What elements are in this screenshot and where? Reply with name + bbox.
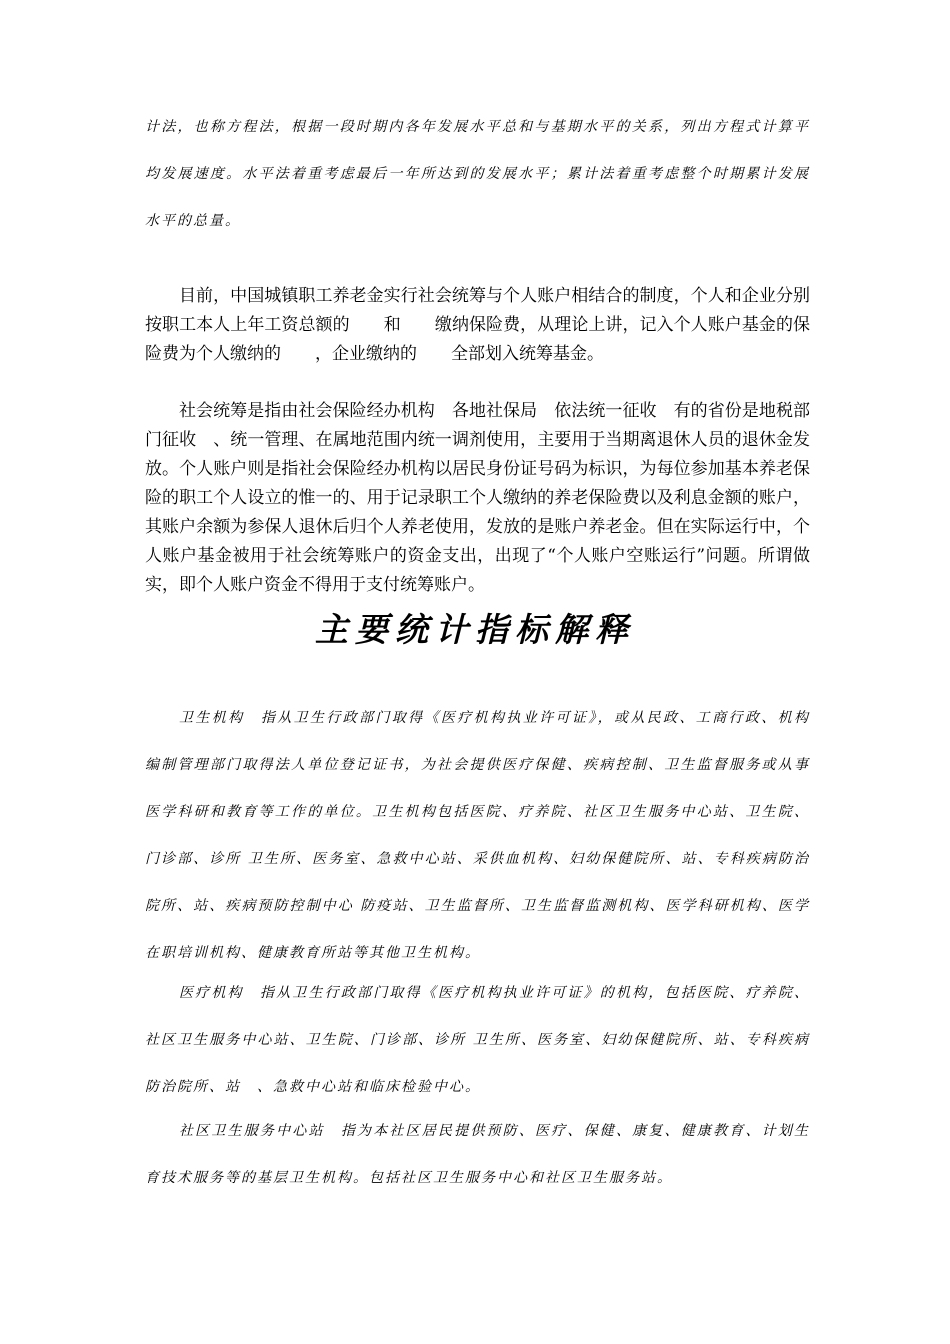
definition-medical-institution: 医疗机构 指从卫生行政部门取得《医疗机构执业许可证》的机构，包括医院、疗养院、社区卫生服务中心站、卫生院、门诊部、诊所 卫生所、医务室、妇幼保健院所、站、专科疾病防治院所、站 、急救中心站和临床检验中心。 xyxy=(145,985,810,1095)
definition-community-health-center: 社区卫生服务中心站 指为本社区居民提供预防、医疗、保健、康复、健康教育、计划生育技术服务等的基层卫生机构。包括社区卫生服务中心和社区卫生服务站。 xyxy=(145,1123,810,1186)
intro-paragraph: 计法，也称方程法，根据一段时期内各年发展水平总和与基期水平的关系，列出方程式计算平均发展速度。水平法着重考虑最后一年所达到的发展水平；累计法着重考虑整个时期累计发展水平的总量。 xyxy=(145,119,810,229)
definition-health-institution: 卫生机构 指从卫生行政部门取得《医疗机构执业许可证》，或从民政、工商行政、机构编制管理部门取得法人单位登记证书，为社会提供医疗保健、疾病控制、卫生监督服务或从事医学科研和教育等工作的单位。卫生机构包括医院、疗养院、社区卫生服务中心站、卫生院、门诊部、诊所 卫生所、医务室、急救中心站、采供血机构、妇幼保健院所、站、专科疾病防治院所、站、疾病预防控制中心 防疫站、卫生监督所、卫生监督监测机构、医学科研机构、医学在职培训机构、健康教育所站等其他卫生机构。 xyxy=(145,710,810,961)
pension-paragraph: 目前，中国城镇职工养老金实行社会统筹与个人账户相结合的制度，个人和企业分别按职工本人上年工资总额的 和 缴纳保险费，从理论上讲，记入个人账户基金的保险费为个人缴纳的 ，企业缴纳的 全部划入统筹基金。 xyxy=(145,286,810,364)
section-title: 主要统计指标解释 xyxy=(315,610,635,649)
account-paragraph: 社会统筹是指由社会保险经办机构 各地社保局 依法统一征收 有的省份是地税部门征收 、统一管理、在属地范围内统一调剂使用，主要用于当期离退休人员的退休金发放。个人账户则是指社会保险经办机构以居民身份证号码为标识，为每位参加基本养老保险的职工个人设立的惟一的、用于记录职工个人缴纳的养老保险费以及利息金额的账户，其账户余额为参保人退休后归个人养老使用，发放的是账户养老金。但在实际运行中，个人账户基金被用于社会统筹账户的资金支出，出现了“个人账户空账运行”问题。所谓做实，即个人账户资金不得用于支付统筹账户。 xyxy=(145,401,810,595)
